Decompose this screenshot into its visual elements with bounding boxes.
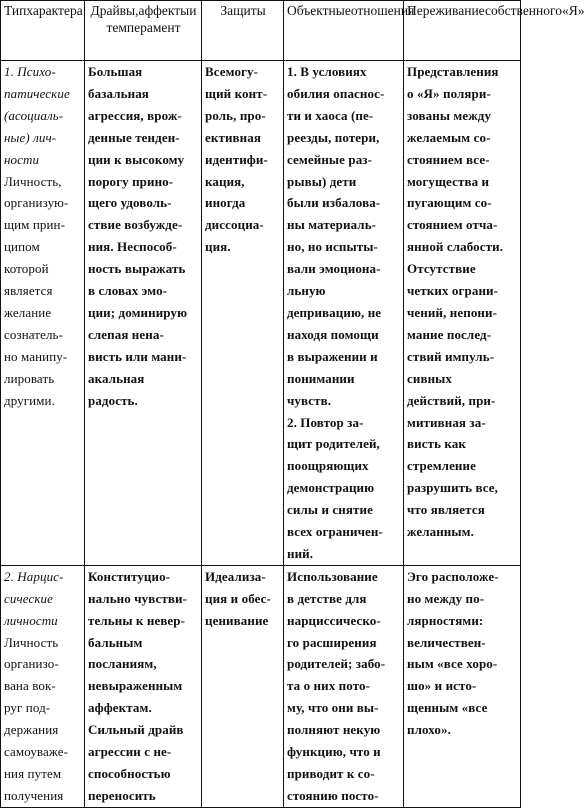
text-line: ективная — [205, 129, 261, 145]
text-line: стоянием все- — [407, 151, 490, 167]
text-line: пугающим со- — [407, 195, 492, 211]
text-line: вали эмоциона- — [287, 261, 381, 277]
text-line: Большая — [88, 64, 143, 79]
text-line: та о них пото- — [287, 678, 371, 694]
text-line: (асоциаль- — [4, 107, 64, 123]
text-line: ным «все хоро- — [407, 656, 498, 672]
text-line: способностью — [88, 766, 171, 781]
text-line: агрессии с не- — [88, 744, 172, 760]
text-line: ний. — [287, 545, 314, 561]
text-line: чений, непони- — [407, 304, 498, 320]
object-point-1 — [287, 61, 401, 412]
text-line: ны материаль- — [287, 217, 377, 233]
text-line: денные тенден- — [88, 129, 180, 145]
cell-type-narcissistic — [1, 565, 85, 807]
text-line: характера — [26, 3, 83, 18]
text-line: всех ограничен- — [287, 524, 383, 540]
text-line: но, но испыты- — [287, 239, 378, 255]
text-line: ти и хаоса (пе- — [287, 107, 374, 123]
table-header-row — [1, 1, 521, 61]
cell-defenses-psychopathic — [202, 61, 284, 566]
text-line: акальная — [88, 370, 145, 386]
text-line: лировать — [4, 370, 55, 386]
text-line: в выражении и — [287, 348, 378, 364]
text-line: функцию, что и — [287, 744, 381, 760]
text-line: является — [4, 283, 53, 299]
type-description-narcissistic — [4, 632, 82, 807]
text-line: что является — [407, 502, 485, 518]
text-line: четких ограни- — [407, 283, 499, 299]
table-row-psychopathic — [1, 61, 521, 566]
text-line: действий, при- — [407, 392, 496, 408]
text-line: демонстрацию — [287, 480, 375, 496]
text-line: Всемогу- — [205, 64, 259, 79]
text-line: были избалова- — [287, 195, 381, 211]
text-line: отношения — [350, 3, 415, 18]
text-line: собственного — [485, 3, 562, 18]
text-line: держания — [4, 722, 59, 738]
text-line: го расширения — [287, 634, 377, 650]
text-line: щенным «все — [407, 700, 488, 716]
text-line: в детстве для — [287, 590, 367, 606]
text-line: стоянию посто- — [287, 787, 379, 803]
text-line: желаемым со- — [407, 129, 491, 145]
text-line: лярностями: — [407, 612, 484, 628]
text-line: ния. Неспособ- — [88, 239, 177, 255]
text-line: щит родителей, — [287, 436, 380, 452]
text-line: Личность, — [4, 173, 62, 189]
text-line: Использование — [287, 568, 378, 584]
text-line: желание — [4, 304, 52, 320]
text-line: зованы между — [407, 107, 492, 123]
text-line: плохо». — [407, 722, 451, 738]
text-line: слепая нена- — [88, 326, 164, 342]
text-line: семейные раз- — [287, 151, 373, 167]
text-line: невыраженным — [88, 678, 183, 694]
header-self-experience — [404, 1, 584, 61]
text-line: личности — [4, 612, 58, 628]
text-line: самоуваже- — [4, 744, 69, 760]
text-line: кация, — [205, 173, 245, 189]
text-line: посланиям, — [88, 656, 157, 672]
text-line: 1. Психо- — [4, 64, 56, 79]
cell-drives-psychopathic — [85, 61, 202, 566]
text-line: и темперамент — [106, 3, 197, 35]
text-line: чувств. — [287, 392, 332, 408]
text-line: идентифи- — [205, 151, 268, 167]
text-line: базальная — [88, 85, 149, 101]
cell-self-psychopathic — [404, 61, 521, 566]
text-line: организую- — [4, 195, 69, 211]
text-line: льную — [287, 283, 326, 299]
text-line: янной слабости. — [407, 239, 504, 255]
text-line: шо» и исто- — [407, 678, 477, 694]
cell-object-psychopathic — [284, 61, 404, 566]
text-line: аффекты — [138, 3, 190, 18]
text-line: Конституцио- — [88, 568, 171, 584]
type-title-narcissistic — [4, 566, 82, 632]
table-row-narcissistic — [1, 565, 521, 807]
text-line: стремление — [407, 458, 476, 474]
text-line: тельны к невер- — [88, 612, 186, 628]
text-line: в словах эмо- — [88, 283, 168, 299]
text-line: депривацию, не — [287, 304, 382, 320]
text-line: митивная за- — [407, 414, 486, 430]
text-line: патические — [4, 85, 70, 101]
header-defenses — [202, 1, 284, 61]
text-line: Отсутствие — [407, 261, 476, 277]
text-line: порогу прино- — [88, 173, 174, 189]
cell-drives-narcissistic — [85, 565, 202, 807]
text-line: мание послед- — [407, 326, 492, 342]
text-line: но между по- — [407, 590, 485, 606]
text-line: родителей; забо- — [287, 656, 386, 672]
text-line: Защиты — [220, 3, 266, 18]
cell-defenses-narcissistic — [202, 565, 284, 807]
text-line: бальным — [88, 634, 143, 650]
text-line: роль, про- — [205, 107, 266, 123]
text-line: Объектные — [287, 3, 351, 18]
text-line: ствие возбужде- — [88, 217, 183, 233]
text-line: сивных — [407, 370, 453, 386]
text-line: вана вок- — [4, 678, 56, 694]
text-line: ция. — [205, 239, 231, 255]
text-line: реезды, потери, — [287, 129, 380, 145]
text-line: ности — [4, 151, 40, 167]
text-line: нально чувстви- — [88, 590, 188, 606]
text-line: ствий импуль- — [407, 348, 495, 364]
text-line: сические — [4, 590, 53, 606]
text-line: ципом — [4, 239, 40, 255]
text-line: стоянием отча- — [407, 217, 498, 233]
text-line: о «Я» поляри- — [407, 85, 491, 101]
text-line: ция и обес- — [205, 590, 271, 606]
text-line: полняют некую — [287, 722, 381, 738]
text-line: ные) лич- — [4, 129, 57, 145]
text-line: ции к высокому — [88, 151, 185, 167]
text-line: поощряющих — [287, 458, 369, 474]
text-line: Идеализа- — [205, 568, 266, 584]
cell-self-narcissistic — [404, 565, 521, 807]
text-line: организо- — [4, 656, 59, 672]
text-line: иногда — [205, 195, 246, 211]
text-line: радость. — [88, 392, 138, 408]
text-line: 1. В условиях — [287, 64, 367, 79]
text-line: Представления — [407, 64, 499, 79]
text-line: Переживание — [407, 3, 486, 18]
text-line: приводит к со- — [287, 766, 375, 781]
text-line: Личность — [4, 634, 59, 650]
header-drives — [85, 1, 202, 61]
object-point-2 — [287, 412, 401, 565]
text-line: сознатель- — [4, 326, 63, 342]
header-object-relations — [284, 1, 415, 61]
text-line: щим прин- — [4, 217, 66, 233]
header-type — [1, 1, 85, 61]
text-line: могущества и — [407, 173, 490, 189]
text-line: руг под- — [4, 700, 51, 716]
text-line: висть как — [407, 436, 466, 452]
cell-type-psychopathic — [1, 61, 85, 566]
text-line: Сильный драйв — [88, 722, 184, 738]
text-line: величествен- — [407, 634, 486, 650]
text-line: желанным. — [407, 524, 474, 540]
text-line: агрессия, врож- — [88, 107, 182, 123]
text-line: Эго расположе- — [407, 568, 499, 584]
text-line: Тип — [4, 3, 27, 18]
text-line: силы и снятие — [287, 502, 373, 518]
text-line: разрушить все, — [407, 480, 499, 496]
text-line: другими. — [4, 392, 55, 408]
text-line: «Я» — [561, 3, 584, 18]
text-line: щего удоволь- — [88, 195, 172, 211]
text-line: аффектам. — [88, 700, 152, 716]
text-line: рывы) дети — [287, 173, 357, 189]
text-line: ции; доминирую — [88, 304, 188, 320]
text-line: но манипу- — [4, 348, 68, 364]
text-line: понимании — [287, 370, 355, 386]
text-line: которой — [4, 261, 49, 277]
text-line: нарциссическо- — [287, 612, 381, 628]
cell-object-narcissistic — [284, 565, 404, 807]
text-line: 2. Повтор за- — [287, 414, 364, 430]
text-line: переносить — [88, 787, 156, 803]
text-line: висть или мани- — [88, 348, 187, 364]
text-line: му, что они вы- — [287, 700, 379, 716]
text-line: получения — [4, 787, 64, 803]
text-line: 2. Нарцис- — [4, 568, 64, 584]
text-line: ния путем — [4, 766, 62, 781]
text-line: диссоциа- — [205, 217, 264, 233]
text-line: обилия опаснос- — [287, 85, 385, 101]
type-description-psychopathic — [4, 171, 82, 412]
text-line: ность выражать — [88, 261, 186, 277]
text-line: Драйвы, — [90, 3, 139, 18]
text-line: находя помощи — [287, 326, 379, 342]
text-line: ценивание — [205, 612, 269, 628]
type-title-psychopathic — [4, 61, 82, 171]
text-line: щий конт- — [205, 85, 268, 101]
